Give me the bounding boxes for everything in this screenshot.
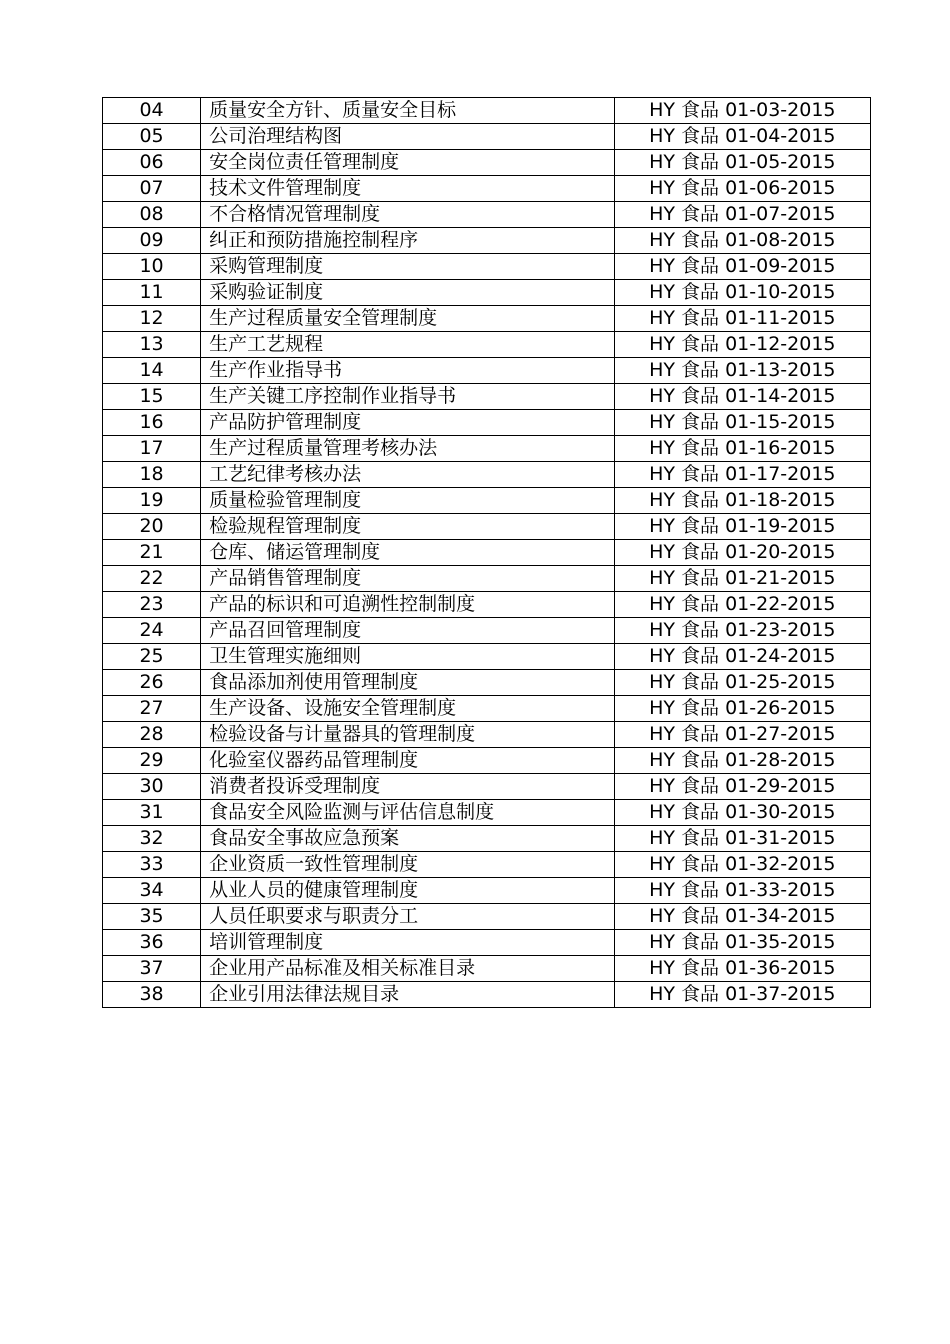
table-row: [103, 904, 871, 930]
document-name-cell: 生产设备、设施安全管理制度: [201, 696, 615, 722]
document-code-cell: HY 食品 01-37-2015: [614, 982, 870, 1008]
document-name-cell: 卫生管理实施细则: [201, 644, 615, 670]
row-number-cell: 33: [103, 852, 201, 878]
document-name-cell: 产品的标识和可追溯性控制制度: [201, 592, 615, 618]
document-code-cell: HY 食品 01-29-2015: [614, 774, 870, 800]
document-name-cell: 培训管理制度: [201, 930, 615, 956]
table-row: [103, 696, 871, 722]
row-number-cell: 18: [103, 462, 201, 488]
document-name-cell: 纠正和预防措施控制程序: [201, 228, 615, 254]
row-number-cell: 21: [103, 540, 201, 566]
row-number-cell: 04: [103, 98, 201, 124]
document-name-cell: 食品安全事故应急预案: [201, 826, 615, 852]
table-row: [103, 956, 871, 982]
row-number-cell: 08: [103, 202, 201, 228]
document-code-cell: HY 食品 01-11-2015: [614, 306, 870, 332]
table-row: [103, 930, 871, 956]
document-name-cell: 生产工艺规程: [201, 332, 615, 358]
document-code-cell: HY 食品 01-36-2015: [614, 956, 870, 982]
document-code-cell: HY 食品 01-16-2015: [614, 436, 870, 462]
table-row: [103, 540, 871, 566]
document-code-cell: HY 食品 01-13-2015: [614, 358, 870, 384]
row-number-cell: 20: [103, 514, 201, 540]
document-name-cell: 企业引用法律法规目录: [201, 982, 615, 1008]
row-number-cell: 06: [103, 150, 201, 176]
document-code-cell: HY 食品 01-07-2015: [614, 202, 870, 228]
table-row: [103, 852, 871, 878]
document-name-cell: 人员任职要求与职责分工: [201, 904, 615, 930]
row-number-cell: 25: [103, 644, 201, 670]
row-number-cell: 36: [103, 930, 201, 956]
document-index-table: [102, 97, 871, 1008]
document-name-cell: 化验室仪器药品管理制度: [201, 748, 615, 774]
document-name-cell: 产品销售管理制度: [201, 566, 615, 592]
table-row: [103, 358, 871, 384]
document-code-cell: HY 食品 01-12-2015: [614, 332, 870, 358]
table-row: [103, 722, 871, 748]
document-code-cell: HY 食品 01-30-2015: [614, 800, 870, 826]
row-number-cell: 26: [103, 670, 201, 696]
table-row: [103, 748, 871, 774]
table-row: [103, 306, 871, 332]
row-number-cell: 38: [103, 982, 201, 1008]
document-code-cell: HY 食品 01-33-2015: [614, 878, 870, 904]
row-number-cell: 09: [103, 228, 201, 254]
document-name-cell: 生产过程质量安全管理制度: [201, 306, 615, 332]
table-row: [103, 826, 871, 852]
table-row: [103, 124, 871, 150]
table-row: [103, 202, 871, 228]
document-name-cell: 检验设备与计量器具的管理制度: [201, 722, 615, 748]
document-code-cell: HY 食品 01-27-2015: [614, 722, 870, 748]
table-row: [103, 644, 871, 670]
document-name-cell: 企业用产品标准及相关标准目录: [201, 956, 615, 982]
document-name-cell: 从业人员的健康管理制度: [201, 878, 615, 904]
document-name-cell: 采购验证制度: [201, 280, 615, 306]
table-row: [103, 774, 871, 800]
table-row: [103, 176, 871, 202]
table-row: [103, 878, 871, 904]
row-number-cell: 32: [103, 826, 201, 852]
document-code-cell: HY 食品 01-24-2015: [614, 644, 870, 670]
document-name-cell: 生产关键工序控制作业指导书: [201, 384, 615, 410]
table-body: [103, 98, 871, 1008]
row-number-cell: 17: [103, 436, 201, 462]
document-name-cell: 食品添加剂使用管理制度: [201, 670, 615, 696]
document-name-cell: 技术文件管理制度: [201, 176, 615, 202]
table-row: [103, 150, 871, 176]
table-row: [103, 280, 871, 306]
document-code-cell: HY 食品 01-31-2015: [614, 826, 870, 852]
document-code-cell: HY 食品 01-22-2015: [614, 592, 870, 618]
row-number-cell: 31: [103, 800, 201, 826]
document-code-cell: HY 食品 01-26-2015: [614, 696, 870, 722]
row-number-cell: 23: [103, 592, 201, 618]
document-code-cell: HY 食品 01-15-2015: [614, 410, 870, 436]
row-number-cell: 35: [103, 904, 201, 930]
document-code-cell: HY 食品 01-09-2015: [614, 254, 870, 280]
table-row: [103, 384, 871, 410]
document-code-cell: HY 食品 01-17-2015: [614, 462, 870, 488]
document-code-cell: HY 食品 01-06-2015: [614, 176, 870, 202]
document-code-cell: HY 食品 01-32-2015: [614, 852, 870, 878]
document-name-cell: 生产过程质量管理考核办法: [201, 436, 615, 462]
document-code-cell: HY 食品 01-03-2015: [614, 98, 870, 124]
row-number-cell: 30: [103, 774, 201, 800]
table-row: [103, 488, 871, 514]
document-code-cell: HY 食品 01-20-2015: [614, 540, 870, 566]
row-number-cell: 10: [103, 254, 201, 280]
table-row: [103, 592, 871, 618]
document-code-cell: HY 食品 01-04-2015: [614, 124, 870, 150]
row-number-cell: 22: [103, 566, 201, 592]
document-name-cell: 产品召回管理制度: [201, 618, 615, 644]
document-name-cell: 消费者投诉受理制度: [201, 774, 615, 800]
row-number-cell: 19: [103, 488, 201, 514]
document-name-cell: 生产作业指导书: [201, 358, 615, 384]
table-row: [103, 98, 871, 124]
document-name-cell: 工艺纪律考核办法: [201, 462, 615, 488]
row-number-cell: 07: [103, 176, 201, 202]
table-row: [103, 618, 871, 644]
document-name-cell: 采购管理制度: [201, 254, 615, 280]
row-number-cell: 15: [103, 384, 201, 410]
row-number-cell: 28: [103, 722, 201, 748]
row-number-cell: 27: [103, 696, 201, 722]
document-name-cell: 企业资质一致性管理制度: [201, 852, 615, 878]
table-row: [103, 670, 871, 696]
document-name-cell: 检验规程管理制度: [201, 514, 615, 540]
row-number-cell: 24: [103, 618, 201, 644]
document-code-cell: HY 食品 01-18-2015: [614, 488, 870, 514]
table-row: [103, 514, 871, 540]
row-number-cell: 11: [103, 280, 201, 306]
document-code-cell: HY 食品 01-14-2015: [614, 384, 870, 410]
row-number-cell: 12: [103, 306, 201, 332]
document-name-cell: 产品防护管理制度: [201, 410, 615, 436]
document-name-cell: 质量安全方针、质量安全目标: [201, 98, 615, 124]
document-code-cell: HY 食品 01-25-2015: [614, 670, 870, 696]
row-number-cell: 34: [103, 878, 201, 904]
document-name-cell: 安全岗位责任管理制度: [201, 150, 615, 176]
row-number-cell: 37: [103, 956, 201, 982]
document-name-cell: 仓库、储运管理制度: [201, 540, 615, 566]
table-row: [103, 254, 871, 280]
table-row: [103, 566, 871, 592]
table-row: [103, 410, 871, 436]
document-code-cell: HY 食品 01-10-2015: [614, 280, 870, 306]
table-row: [103, 800, 871, 826]
row-number-cell: 29: [103, 748, 201, 774]
document-code-cell: HY 食品 01-34-2015: [614, 904, 870, 930]
document-code-cell: HY 食品 01-28-2015: [614, 748, 870, 774]
table-row: [103, 982, 871, 1008]
document-code-cell: HY 食品 01-23-2015: [614, 618, 870, 644]
document-code-cell: HY 食品 01-08-2015: [614, 228, 870, 254]
document-name-cell: 公司治理结构图: [201, 124, 615, 150]
document-name-cell: 食品安全风险监测与评估信息制度: [201, 800, 615, 826]
document-code-cell: HY 食品 01-21-2015: [614, 566, 870, 592]
row-number-cell: 16: [103, 410, 201, 436]
table-row: [103, 462, 871, 488]
document-name-cell: 质量检验管理制度: [201, 488, 615, 514]
row-number-cell: 14: [103, 358, 201, 384]
row-number-cell: 05: [103, 124, 201, 150]
document-code-cell: HY 食品 01-35-2015: [614, 930, 870, 956]
row-number-cell: 13: [103, 332, 201, 358]
table-row: [103, 436, 871, 462]
document-code-cell: HY 食品 01-05-2015: [614, 150, 870, 176]
document-code-cell: HY 食品 01-19-2015: [614, 514, 870, 540]
document-name-cell: 不合格情况管理制度: [201, 202, 615, 228]
table-row: [103, 332, 871, 358]
table-row: [103, 228, 871, 254]
